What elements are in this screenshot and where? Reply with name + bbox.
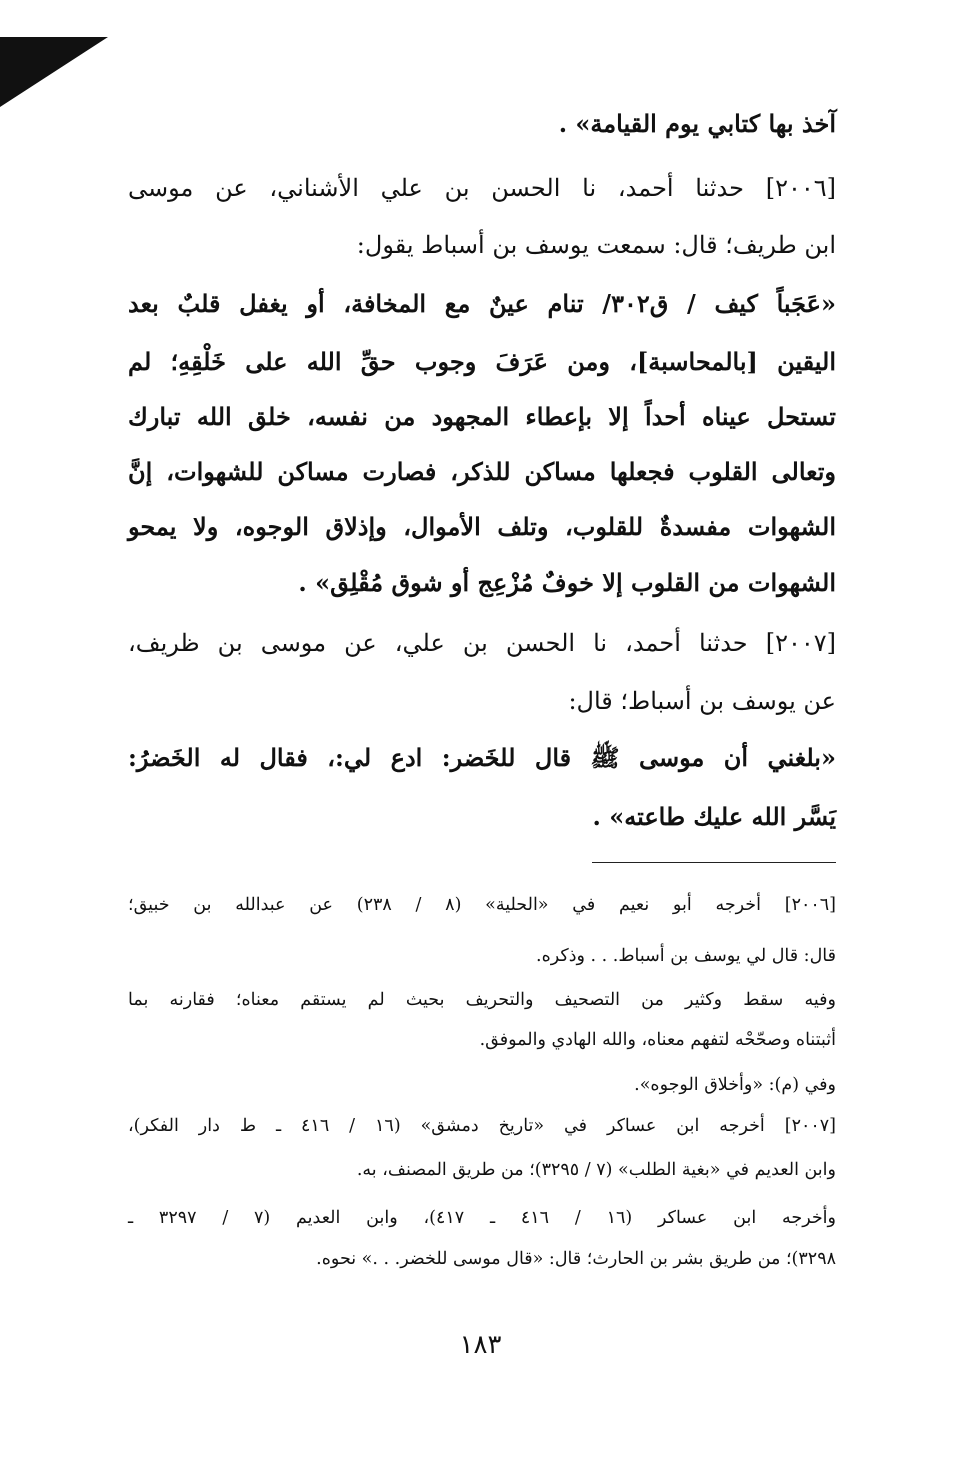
text-line: [٢٠٠٧] حدثنا أحمد، نا الحسن بن علي، عن موسى بن ظريف، xyxy=(128,629,836,657)
text-line: ابن طريف؛ قال: سمعت يوسف بن أسباط يقول: xyxy=(356,231,836,259)
book-page xyxy=(128,0,836,1480)
page-corner-mark xyxy=(0,37,108,107)
page-number: ١٨٣ xyxy=(459,1330,502,1360)
text-line: [٢٠٠٦] حدثنا أحمد، نا الحسن بن علي الأشناني، عن موسى xyxy=(128,174,836,202)
text-line: تستحل عيناه أحداً إلا بإعطاء المجهود من نفسه، خلق الله تبارك xyxy=(128,402,836,431)
footnote-line: وابن العديم في «بغية الطلب» (٧ / ٣٢٩٥)؛ من طريق المصنف، به. xyxy=(356,1160,836,1180)
text-line: اليقين [بالمحاسبة]، ومن عَرَفَ وجوب حقِّ الله على خَلْقِهِ؛ لم xyxy=(128,347,836,376)
footnote-line: وأخرجه ابن عساكر (١٦ / ٤١٦ ـ ٤١٧)، وابن العديم (٧ / ٣٢٩٧ ـ xyxy=(128,1208,836,1228)
footnote-line: أثبتناه وصحّحْه لتفهم معناه، والله الهادي والموفق. xyxy=(479,1030,836,1050)
text-line: وتعالى القلوب فجعلها مساكن للذكر، فصارت مساكن للشهوات، إنَّ xyxy=(128,457,836,486)
footnote-separator xyxy=(592,862,836,863)
footnote-line: وفي (م): «وأخلاق الوجوه». xyxy=(634,1075,836,1095)
text-line: يَسَّر الله عليك طاعته» . xyxy=(592,802,836,831)
footnote-line: قال: قال لي يوسف بن أسباط. . . وذكره. xyxy=(536,946,836,966)
text-line: الشهوات مفسدةٌ للقلوب، وتلف الأموال، وإذلاق الوجوه، ولا يمحو xyxy=(128,512,836,541)
text-line: الشهوات من القلوب إلا خوفٌ مُزْعِج أو شوق مُقْلِق» . xyxy=(298,568,836,597)
text-line: «بلغني أن موسى ﷺ قال للخَضر: ادع لي:، فقال له الخَضرُ: xyxy=(128,743,836,772)
text-line: آخذ بها كتابي يوم القيامة» . xyxy=(558,109,836,138)
text-line: «عَجَباً كيف / ق٣٠٢/ تنام عينٌ مع المخافة، أو يغفل قلبٌ بعد xyxy=(128,289,836,318)
text-line: عن يوسف بن أسباط؛ قال: xyxy=(568,687,836,715)
footnote-line: وفيه سقط وكثير من التصحيف والتحريف بحيث لم يستقم معناه؛ فقارنه بما xyxy=(128,990,836,1010)
footnote-line: ٣٢٩٨)؛ من طريق بشر بن الحارث؛ قال: «قال موسى للخضر. . .» نحوه. xyxy=(316,1249,836,1269)
footnote-line: [٢٠٠٦] أخرجه أبو نعيم في «الحلية» (٨ / ٢٣٨) عن عبدالله بن خبيق؛ xyxy=(128,895,836,915)
footnote-line: [٢٠٠٧] أخرجه ابن عساكر في «تاريخ دمشق» (١٦ / ٤١٦ ـ ط دار الفكر)، xyxy=(128,1116,836,1136)
